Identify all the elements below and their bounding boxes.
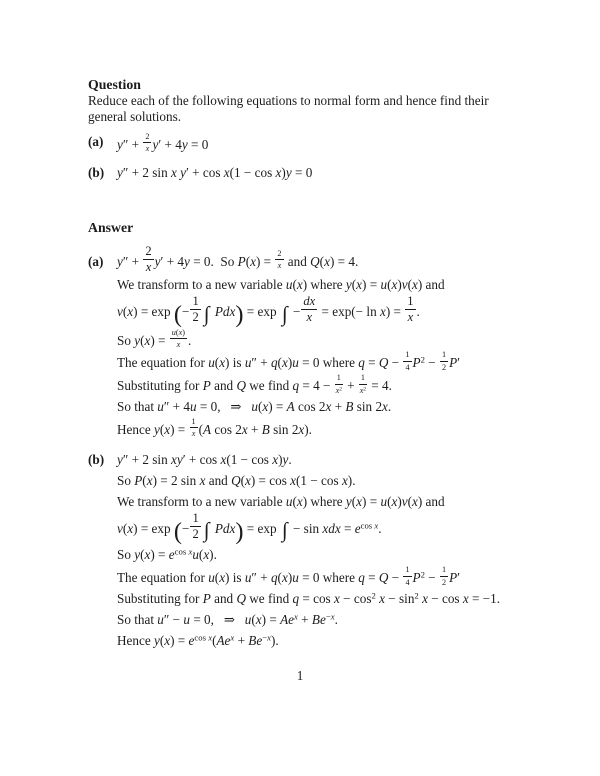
item-equation-a: y″ + $\frac{2}{x}$ y′ + 4y = 0 bbox=[117, 132, 209, 154]
item-label-a: (a) bbox=[88, 134, 104, 149]
question-item-b bbox=[88, 163, 512, 183]
answer-part-b bbox=[88, 449, 512, 651]
answer-line: Substituting for P and Q we find q = 4 − $\frac{1}{x^2}$ + $\frac{1}{x^2}$ = 4. bbox=[117, 373, 392, 395]
answer-line: Substituting for P and Q we find $q = \cos x - \cos^2 x - \sin^2 x - \cos x = -1$. bbox=[117, 590, 501, 606]
answer-line: So y(x) = $\frac{u(x)}{x}$ . bbox=[117, 327, 192, 349]
answer-line: Hence $y(x) = e^{cos x}(Ae^x + Be^{-x})$. bbox=[117, 632, 279, 648]
answer-label-a: (a) bbox=[88, 253, 104, 269]
question-heading: Question bbox=[88, 77, 141, 92]
answer-line: v(x) = exp (− $\frac{1}{2}$ ∫ Pdx) = exp ∫ − sin xdx = $e^{cos x}$. bbox=[117, 510, 382, 545]
answer-part-a bbox=[88, 245, 512, 440]
item-label-b: (b) bbox=[88, 164, 105, 180]
answer-body-a bbox=[117, 245, 512, 440]
answer-line: We transform to a new variable u(x) where y(x) = u(x)v(x) and bbox=[117, 277, 445, 293]
answer-label-b: (b) bbox=[88, 451, 105, 467]
answer-line: So P(x) = 2 sin x and Q(x) = cos x(1 − cos x). bbox=[117, 472, 356, 488]
answer-line: v(x) = exp (− $\frac{1}{2}$ ∫ Pdx) = exp ∫ − $\frac{dx}{x}$ = exp(− ln x) = $\frac{1}{x}$ . bbox=[117, 294, 420, 329]
answer-line: So $y(x) = e^{cos x}u(x)$. bbox=[117, 546, 217, 563]
item-equation-b: y″ + 2 sin x y′ + cos x(1 − cos x)y = 0 bbox=[117, 164, 313, 180]
answer-line: Hence y(x) = $\frac{1}{x}$ (A cos 2x + B sin 2x). bbox=[117, 416, 312, 439]
answer-line: We transform to a new variable u(x) where y(x) = u(x)v(x) and bbox=[117, 493, 445, 509]
answer-line: So that u″ − u = 0, ⇒ $u(x) = Ae^x + Be^{-x}$. bbox=[117, 611, 338, 627]
answer-line: The equation for u(x) is u″ + q(x)u = 0 where q = Q − $\frac{1}{4}$ $P^2$ − $\frac{1}{2}$ P′ bbox=[117, 565, 461, 587]
page-number: 1 bbox=[296, 668, 304, 683]
page-content bbox=[88, 77, 512, 651]
answer-line: The equation for u(x) is u″ + q(x)u = 0 where q = Q − $\frac{1}{4}$ $P^2$ − $\frac{1}{2}$ P′ bbox=[117, 350, 461, 372]
answer-line: y″ + 2 sin xy′ + cos x(1 − cos x)y. bbox=[117, 451, 292, 467]
question-item-a bbox=[88, 132, 512, 155]
answer-line: So that u″ + 4u = 0, ⇒ u(x) = A cos 2x + B sin 2x. bbox=[117, 398, 392, 414]
answer-body-b bbox=[117, 449, 512, 651]
answer-heading: Answer bbox=[88, 219, 134, 235]
answer-line: y″ + $\frac{2}{x}$ y′ + 4y = 0. So P(x) = $\frac{2}{x}$ and Q(x) = 4. bbox=[117, 243, 359, 274]
question-intro: Reduce each of the following equations to normal form and hence find their general solutions. bbox=[88, 93, 489, 124]
